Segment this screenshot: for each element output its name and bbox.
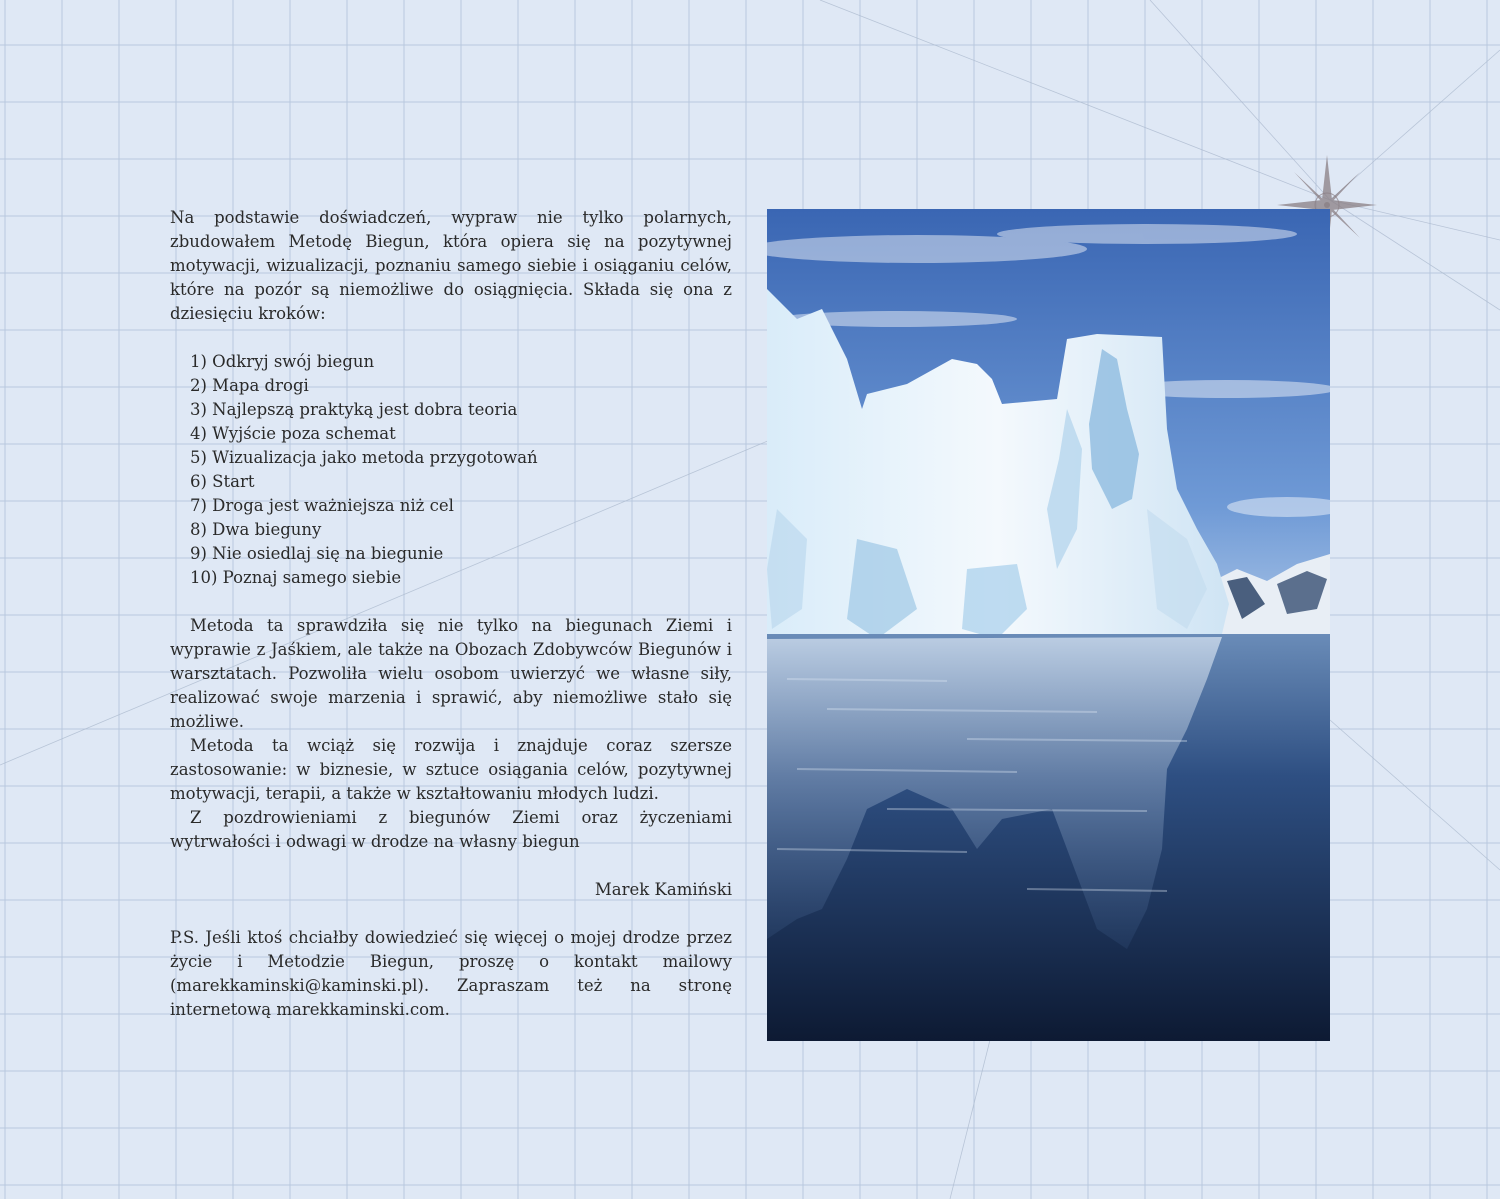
list-item: 6) Start [190, 472, 255, 491]
body-paragraph-greetings: Z pozdrowieniami z biegunów Ziemi oraz życzeniami wytrwałości i odwagi w drodze na własny biegun [170, 808, 732, 851]
list-item: 1) Odkryj swój biegun [190, 352, 375, 371]
method-steps-list [170, 350, 732, 590]
list-item: 8) Dwa bieguny [190, 520, 322, 539]
body-paragraph-method-development: Metoda ta wciąż się rozwija i znajduje coraz szersze zastosowanie: w biznesie, w sztuce osiągania celów, pozytywnej motywacji, terapii, a także w kształtowaniu młodych ludzi. [170, 736, 732, 803]
body-paragraph-method-results: Metoda ta sprawdziła się nie tylko na biegunach Ziemi i wyprawie z Jaśkiem, ale także na Obozach Zdobywców Biegunów i warsztatach. Pozwoliła wielu osobom uwierzyć we własne siły, realizować swoje marzenia i sprawić, aby niemożliwe stało się możliwe. [170, 616, 732, 731]
intro-paragraph: Na podstawie doświadczeń, wypraw nie tylko polarnych, zbudowałem Metodę Biegun, która opiera się na pozytywnej motywacji, wizualizacji, poznaniu samego siebie i osiąganiu celów, które na pozór są niemożliwe do osiągnięcia. Składa się ona z dziesięciu kroków: [170, 208, 732, 323]
author-signature: Marek Kamiński [594, 880, 732, 899]
list-item: 3) Najlepszą praktyką jest dobra teoria [190, 400, 518, 419]
list-item: 9) Nie osiedlaj się na biegunie [190, 544, 444, 563]
list-item: 5) Wizualizacja jako metoda przygotowań [190, 448, 538, 467]
iceberg-photo [767, 209, 1330, 1041]
list-item: 7) Droga jest ważniejsza niż cel [190, 496, 454, 515]
list-item: 4) Wyjście poza schemat [190, 424, 396, 443]
list-item: 2) Mapa drogi [190, 376, 309, 395]
list-item: 10) Poznaj samego siebie [190, 568, 402, 587]
text-column [170, 206, 732, 1022]
postscript-paragraph: P.S. Jeśli ktoś chciałby dowiedzieć się więcej o mojej drodze przez życie i Metodzie Biegun, proszę o kontakt mailowy (marekkaminski@kaminski.pl). Zapraszam też na stronę internetową marekkaminski.com. [170, 928, 732, 1019]
